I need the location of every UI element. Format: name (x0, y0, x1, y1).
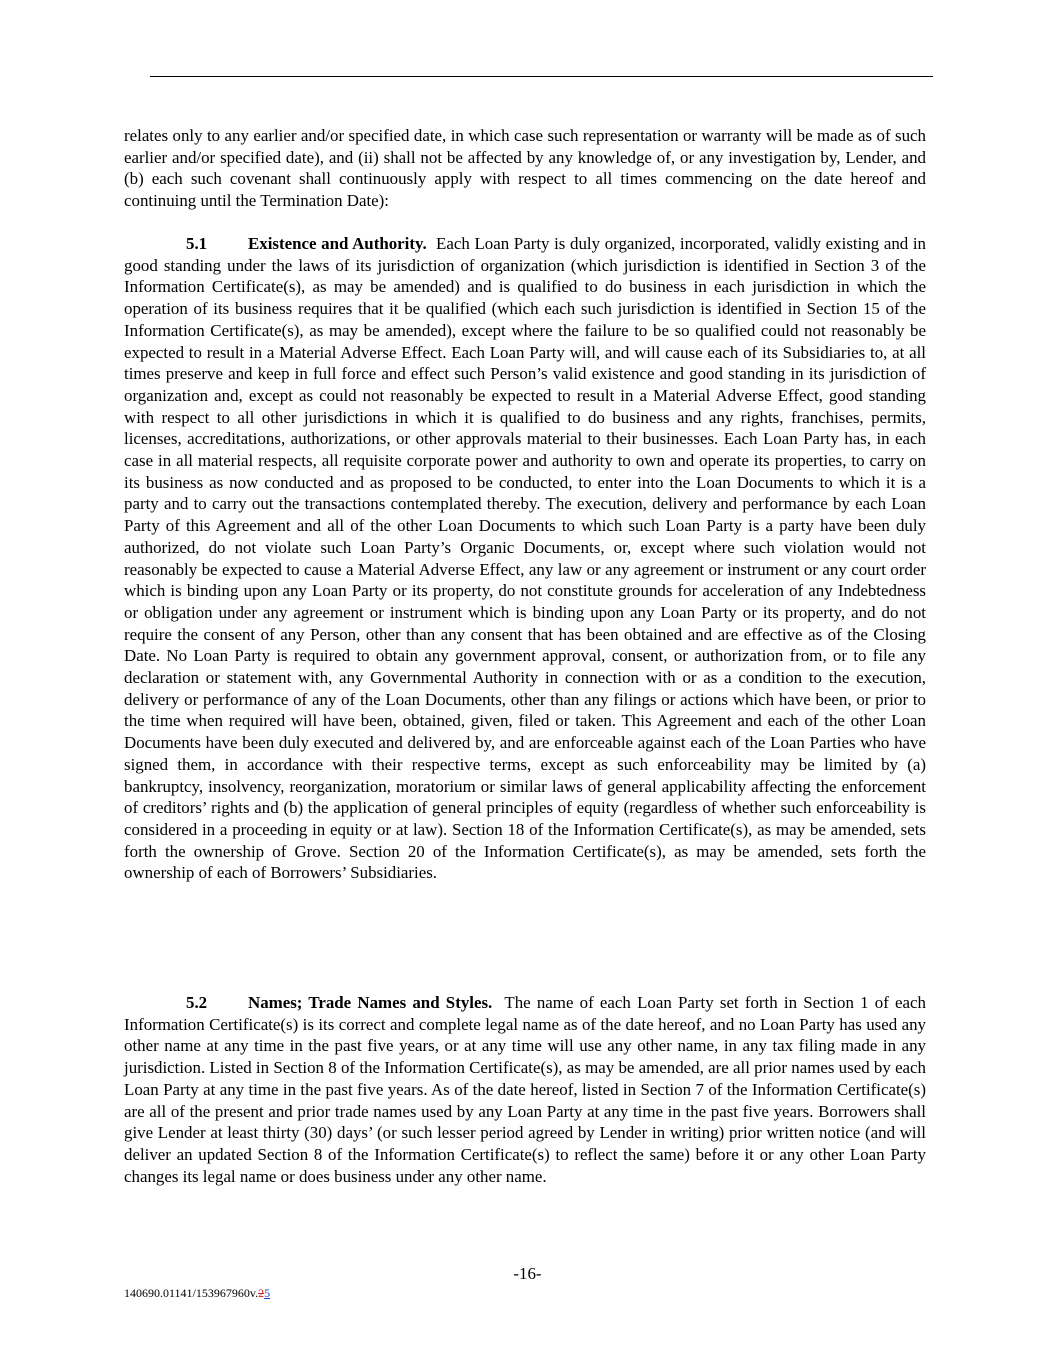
intro-text: relates only to any earlier and/or specified date, in which case such representation or warranty will be made as of such earlier and/or specified date), and (ii) shall not be affected by any knowledge of, or any investigation by, Lender, and (b) each such covenant shall continuously apply with respect to all times commencing on the date hereof and continuing until the Termination Date): (124, 126, 926, 211)
section-5-1-text: Each Loan Party is duly organized, incorporated, validly existing and in good standing under the laws of its jurisdiction of organization (which jurisdiction is identified in Section 3 of the Information Certificate(s), as may be amended) and is qualified to do business in each jurisdiction in which the operation of its business requires that it be qualified (which each such jurisdiction is identified in Section 15 of the Information Certificate(s), as may be amended), except where the failure to be so qualified could not reasonably be expected to result in a Material Adverse Effect. Each Loan Party will, and will cause each of its Subsidiaries to, at all times preserve and keep in full force and effect such Person’s valid existence and good standing in its jurisdiction of organization and, except as could not reasonably be expected to result in a Material Adverse Effect, good standing with respect to all other jurisdictions in which it is qualified to do business and any rights, franchises, permits, licenses, accreditations, authorizations, or other approvals material to their businesses. Each Loan Party has, in each case in all material respects, all requisite corporate power and authority to own and operate its properties, to carry on its business as now conducted and as proposed to be conducted, to enter into the Loan Documents to which it is a party and to carry out the transactions contemplated thereby. The execution, delivery and performance by each Loan Party of this Agreement and all of the other Loan Documents to which such Loan Party is a party have been duly authorized, do not violate such Loan Party’s Organic Documents, or, except where such violation would not reasonably be expected to cause a Material Adverse Effect, any law or any agreement or instrument or any court order which is binding upon any Loan Party or its property, do not constitute grounds for acceleration of any Indebtedness or obligation under any agreement or instrument which is binding upon any Loan Party or its property, and do not require the consent of any Person, other than any consent that has been obtained and are effective as of the Closing Date. No Loan Party is required to obtain any government approval, consent, or authorization from, or to file any declaration or statement with, any Governmental Authority in connection with or as a condition to the execution, delivery or performance of any of the Loan Documents, other than any filings or actions which have been, or prior to the time when required will have been, obtained, given, filed or taken. This Agreement and each of the other Loan Documents have been duly executed and delivered by, and are enforceable against each of the Loan Parties who have signed them, in accordance with their respective terms, except as such enforceability may be limited by (a) bankruptcy, insolvency, reorganization, moratorium or similar laws of general applicability affecting the enforcement of creditors’ rights and (b) the application of general principles of equity (regardless of whether such enforceability is considered in a proceeding in equity or at law). Section 18 of the Information Certificate(s), as may be amended, sets forth the ownership of Grove. Section 20 of the Information Certificate(s), as may be amended, sets forth the ownership of each of Borrowers’ Subsidiaries. (124, 234, 927, 883)
version-inserted: 5 (264, 1286, 271, 1300)
section-5-2-heading: Names; Trade Names and Styles. (248, 993, 493, 1012)
section-5-1-paragraph (124, 233, 926, 884)
version-deleted: 2 (258, 1286, 265, 1300)
section-5-1-number: 5.1 (186, 234, 208, 253)
header-rule (150, 76, 933, 77)
page-number: -16- (513, 1264, 542, 1283)
section-5-2-number: 5.2 (186, 993, 208, 1012)
document-id-text: 140690.01141/153967960v. (124, 1286, 259, 1300)
section-5-1-heading: Existence and Authority. (248, 234, 427, 253)
section-5-2-paragraph (124, 992, 926, 1187)
document-id (124, 1286, 270, 1301)
section-5-2-text: The name of each Loan Party set forth in Section 1 of each Information Certificate(s) is its correct and complete legal name as of the date hereof, and no Loan Party has used any other name at any time in the past five years, or at any time will use any other name, in any tax filing made in any jurisdiction. Listed in Section 8 of the Information Certificate(s), as may be amended, are all prior names used by each Loan Party at any time in the past five years. As of the date hereof, listed in Section 7 of the Information Certificate(s) are all of the present and prior trade names used by any Loan Party at any time in the past five years. Borrowers shall give Lender at least thirty (30) days’ (or such lesser period agreed by Lender in writing) prior written notice (and will deliver an updated Section 8 of the Information Certificate(s) to reflect the same) before it or any other Loan Party changes its legal name or does business under any other name. (124, 993, 926, 1186)
intro-paragraph (124, 125, 926, 212)
